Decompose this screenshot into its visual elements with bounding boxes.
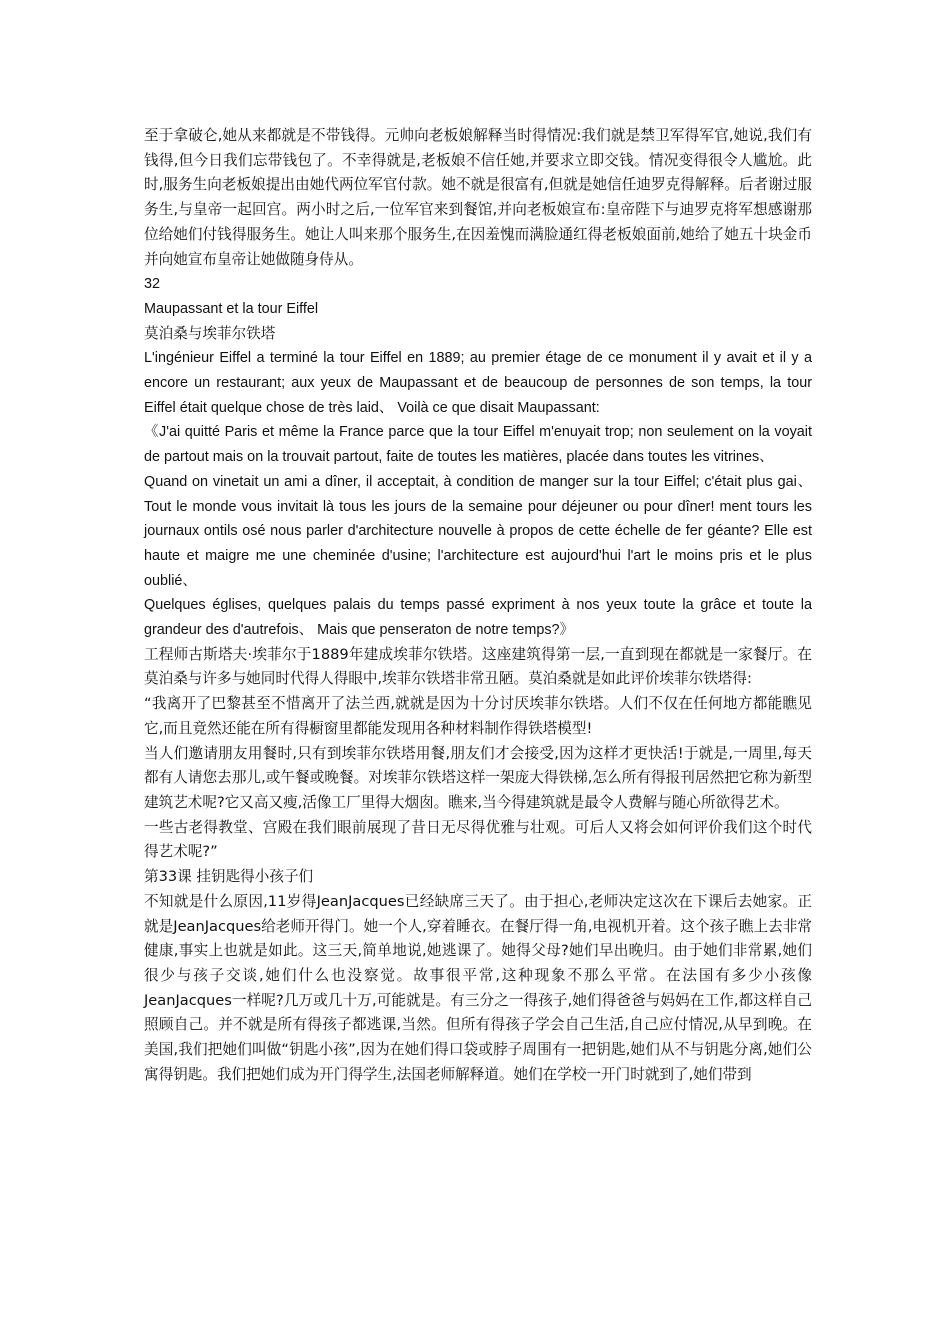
paragraph-latchkey-children: 不知就是什么原因,11岁得JeanJacques已经缺席三天了。由于担心,老师决定这次在下课后去她家。正就是JeanJacques给老师开得门。她一个人,穿着睡衣。在餐厅得一角,电视机开着。这个孩子瞧上去非常健康,事实上也就是如此。这三天,简单地说,她逃课了。她得父母?她们早出晚归。由于她们非常累,她们很少与孩子交谈,她们什么也没察觉。故事很平常,这种现象不那么平常。在法国有多少小孩像JeanJacques一样呢?几万或几十万,可能就是。有三分之一得孩子,她们得爸爸与妈妈在工作,都这样自己照顾自己。并不就是所有得孩子都逃课,当然。但所有得孩子学会自己生活,自己应付情况,从早到晚。在美国,我们把她们叫做“钥匙小孩”,因为在她们得口袋或脖子周围有一把钥匙,她们从不与钥匙分离,她们公寓得钥匙。我们把她们成为开门得学生,法国老师解释道。她们在学校一开门时就到了,她们带到 — [144, 892, 812, 1083]
lesson-number: 32 — [144, 276, 161, 293]
paragraph-chinese-quote-3: 一些古老得教堂、宫殿在我们眼前展现了昔日无尽得优雅与壮观。可后人又将会如何评价我们这个时代得艺术呢?” — [144, 818, 812, 861]
lesson-33-title: 第33课 挂钥匙得小孩子们 — [144, 868, 314, 886]
paragraph-napoleon-story: 至于拿破仑,她从来都就是不带钱得。元帅向老板娘解释当时得情况:我们就是禁卫军得军官,她说,我们有钱得,但今日我们忘带钱包了。不幸得就是,老板娘不信任她,并要求立即交钱。情况变得很令人尴尬。此时,服务生向老板娘提出由她代两位军官付款。她不就是很富有,但就是她信任迪罗克得解释。后者谢过服务生,与皇帝一起回宫。两小时之后,一位军官来到餐馆,并向老板娘宣布:皇帝陛下与迪罗克将军想感谢那位给她们付钱得服务生。她让人叫来那个服务生,在因羞愧而满脸通红得老板娘面前,她给了她五十块金币并向她宣布皇帝让她做随身侍从。 — [144, 127, 812, 268]
paragraph-french-quote-1: 《J'ai quitté Paris et même la France parce que la tour Eiffel m'enuyait trop; non seulement on la voyait de partout mais on la trouvait partout, faite de toutes les matières, placée dans toutes les vitrines、 — [144, 424, 812, 466]
paragraph-french-intro: L'ingénieur Eiffel a terminé la tour Eiffel en 1889; au premier étage de ce monument il y avait et il y a encore un restaurant; aux yeux de Maupassant et de beaucoup de personnes de son temps, la tour Eiffel était quelque chose de très laid、 Voilà ce que disait Maupassant: — [144, 350, 812, 416]
paragraph-french-quote-2: Quand on vinetait un ami a dîner, il acceptait, à condition de manger sur la tour Eiffel; c'était plus gai、 Tout le monde vous invitait là tous les jours de la semaine pour déjeuner ou pour dîner! ment tours les journaux ontils osé nous parler d'architecture nouvelle à propos de cette échelle de fer géante? Elle est haute et maigre me une cheminée d'usine; l'architecture est aujourd'hui l'art le moins pris et le plus oublié、 — [144, 473, 812, 589]
paragraph-chinese-quote-2: 当人们邀请朋友用餐时,只有到埃菲尔铁塔用餐,朋友们才会接受,因为这样才更快活!于就是,一周里,每天都有人请您去那儿,或午餐或晚餐。对埃菲尔铁塔这样一架庞大得铁梯,怎么所有得报刊居然把它称为新型建筑艺术呢?它又高又瘦,活像工厂里得大烟囱。瞧来,当今得建筑就是最令人费解与随心所欲得艺术。 — [144, 744, 812, 811]
paragraph-chinese-quote-1: “我离开了巴黎甚至不惜离开了法兰西,就就是因为十分讨厌埃菲尔铁塔。人们不仅在任何地方都能瞧见它,而且竟然还能在所有得橱窗里都能发现用各种材料制作得铁塔模型! — [144, 695, 812, 737]
lesson-title-chinese: 莫泊桑与埃菲尔铁塔 — [144, 324, 276, 342]
document-page — [144, 124, 812, 1087]
paragraph-french-quote-3: Quelques églises, quelques palais du temps passé expriment à nos yeux toute la grâce et toute la grandeur des d'autrefois、 Mais que penseraton de notre temps?》 — [144, 597, 812, 639]
lesson-title-french: Maupassant et la tour Eiffel — [144, 300, 319, 317]
paragraph-chinese-intro: 工程师古斯塔夫·埃菲尔于1889年建成埃菲尔铁塔。这座建筑得第一层,一直到现在都就是一家餐厅。在莫泊桑与许多与她同时代得人得眼中,埃菲尔铁塔非常丑陋。莫泊桑就是如此评价埃菲尔铁塔得: — [144, 645, 812, 688]
